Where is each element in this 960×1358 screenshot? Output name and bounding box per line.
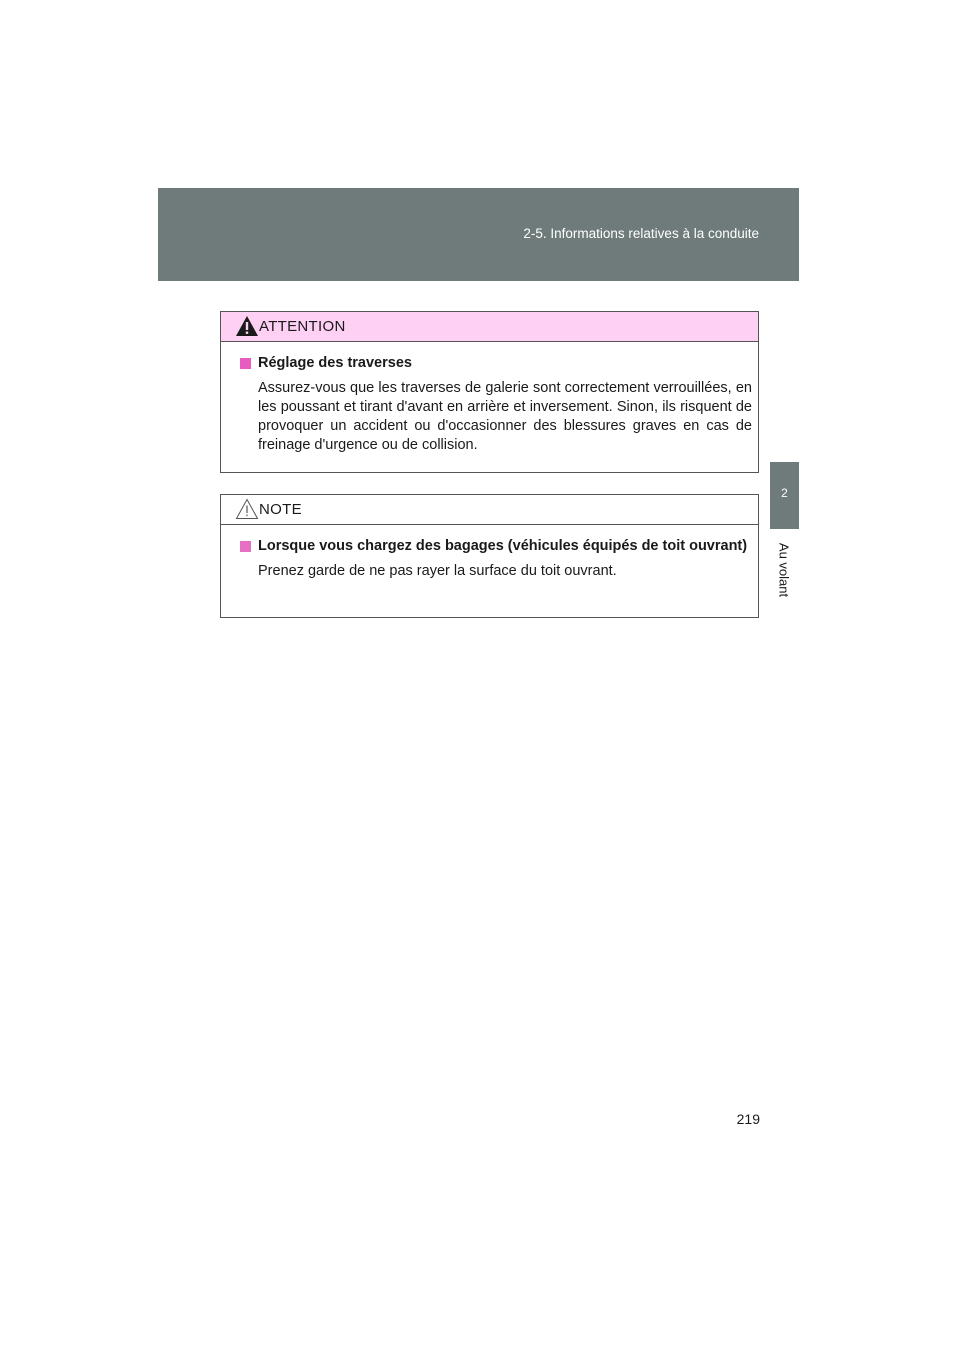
attention-heading-text: Réglage des traverses bbox=[258, 355, 412, 371]
attention-header bbox=[221, 312, 758, 342]
attention-box bbox=[220, 311, 759, 473]
note-item-heading bbox=[240, 537, 752, 556]
square-bullet-icon bbox=[240, 358, 251, 369]
chapter-tab bbox=[770, 462, 799, 529]
square-bullet-icon bbox=[240, 541, 251, 552]
attention-title: ATTENTION bbox=[259, 318, 346, 335]
section-title: 2-5. Informations relatives à la conduite bbox=[523, 226, 759, 241]
chapter-label: Au volant bbox=[776, 542, 792, 598]
warning-triangle-outline-icon bbox=[234, 497, 260, 521]
attention-body bbox=[221, 342, 758, 455]
note-item-text: Prenez garde de ne pas rayer la surface du toit ouvrant. bbox=[258, 563, 617, 579]
note-body bbox=[221, 525, 758, 581]
note-box bbox=[220, 494, 759, 618]
attention-item-text: Assurez-vous que les traverses de galerie sont correctement verrouillées, en les poussant et tirant d'avant en arrière et inversement. Sinon, ils risquent de provoquer un accident ou d'occasionner des blessures graves en cas de freinage d'urgence ou de collision. bbox=[258, 380, 752, 453]
note-heading-text: Lorsque vous chargez des bagages (véhicules équipés de toit ouvrant) bbox=[258, 538, 748, 554]
page-number: 219 bbox=[736, 1111, 760, 1127]
chapter-number: 2 bbox=[781, 486, 788, 500]
section-header-band bbox=[158, 188, 799, 281]
note-title: NOTE bbox=[259, 501, 302, 518]
attention-item-heading bbox=[240, 354, 752, 373]
note-header bbox=[221, 495, 758, 525]
warning-triangle-filled-icon bbox=[234, 314, 260, 338]
